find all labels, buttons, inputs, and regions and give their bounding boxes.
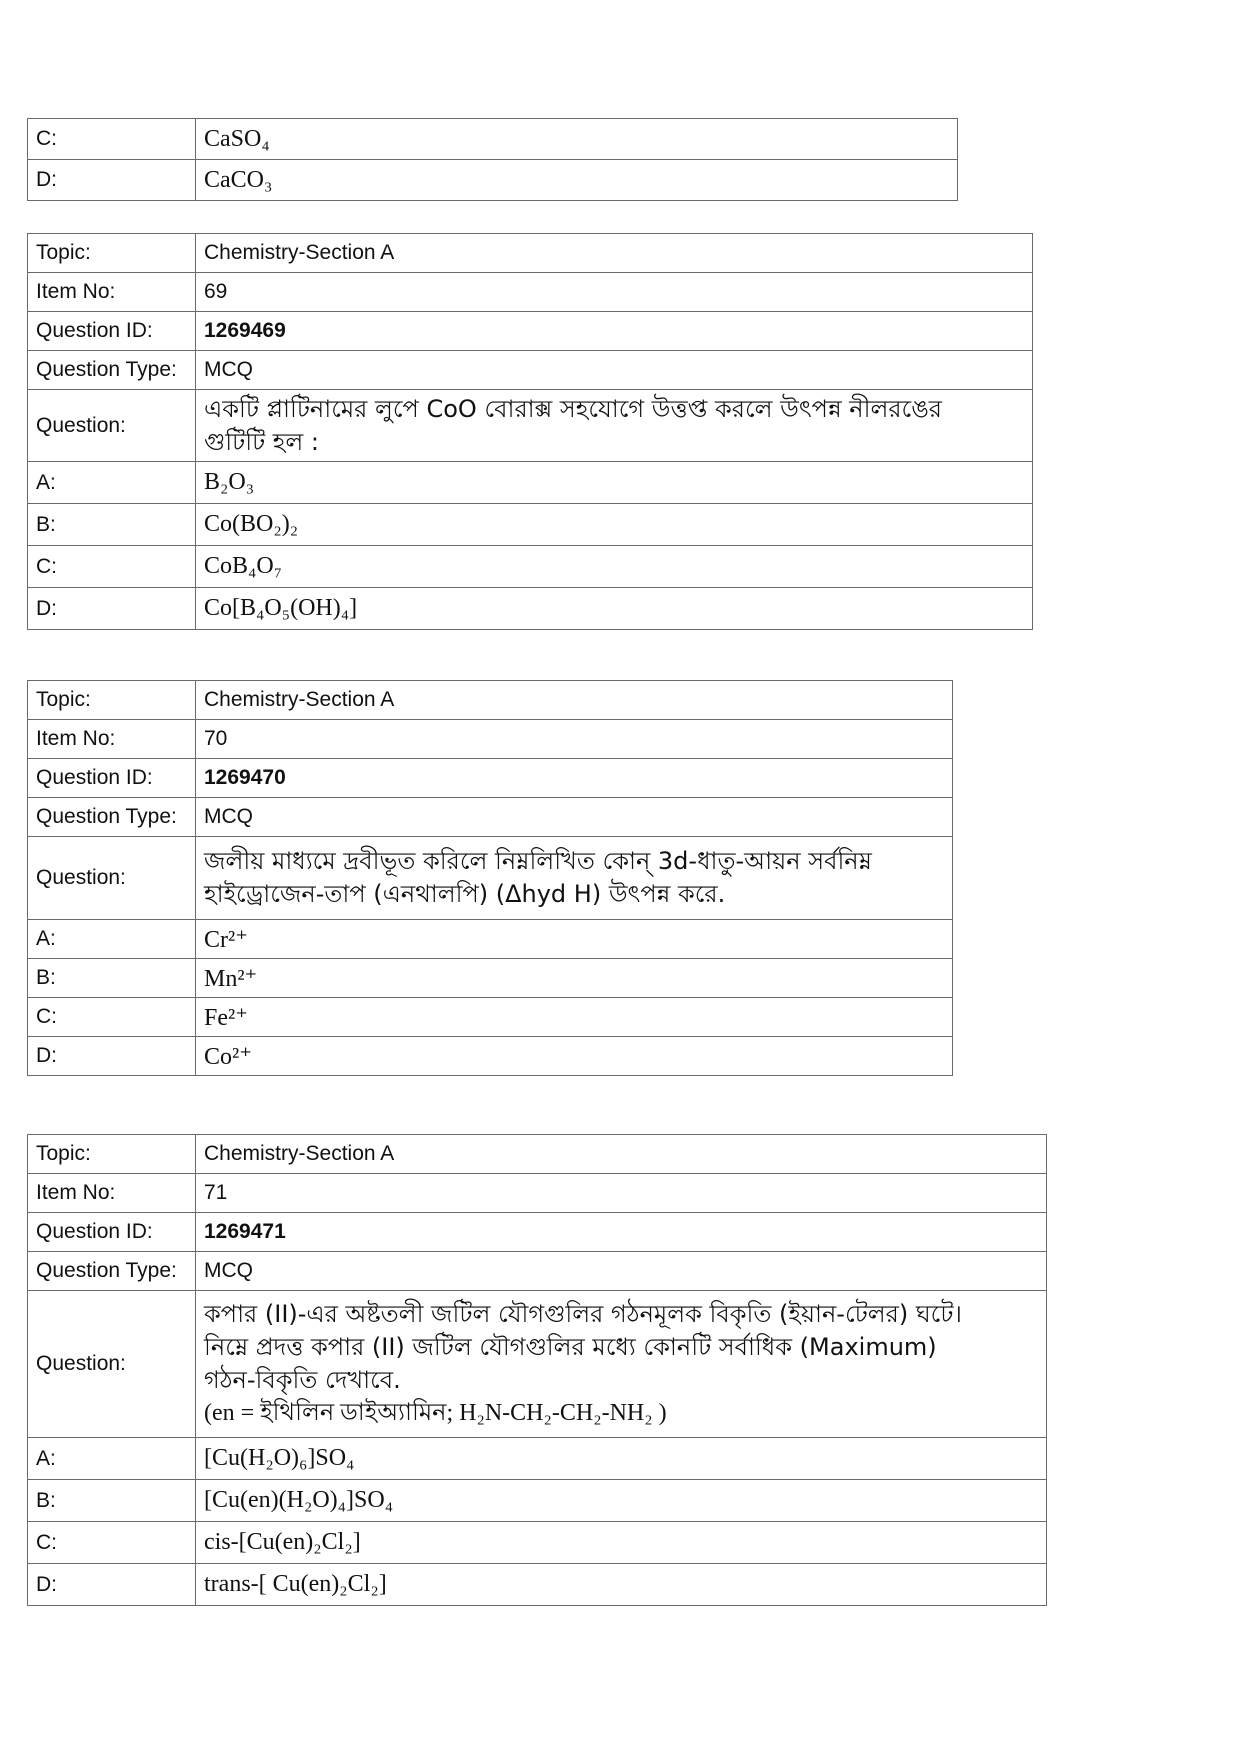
option-row-d xyxy=(28,1037,953,1076)
question-type-label: Question Type: xyxy=(28,1252,196,1291)
item-no-label: Item No: xyxy=(28,720,196,759)
question-line: একটি প্লাটিনামের লুপে CoO বোরাক্স সহযোগে উত্তপ্ত করলে উৎপন্ন নীলরঙের xyxy=(204,394,943,423)
option-row-c xyxy=(28,119,958,160)
option-label: B: xyxy=(28,959,196,998)
option-value: cis-[Cu(en)₂Cl₂] xyxy=(196,1522,1047,1564)
question-type-label: Question Type: xyxy=(28,351,196,390)
question-text xyxy=(196,390,1033,462)
option-value: CoB₄O₇ xyxy=(196,546,1033,588)
question-line: জলীয় মাধ্যমে দ্রবীভূত করিলে নিম্নলিখিত কোন্ 3d-ধাতু-আয়ন সর্বনিম্ন xyxy=(204,847,872,875)
option-value: CaCO₃ xyxy=(196,160,958,201)
question-block-70 xyxy=(27,680,953,1076)
option-value: Co(BO₂)₂ xyxy=(196,504,1033,546)
topic-label: Topic: xyxy=(28,1135,196,1174)
option-value: trans-[ Cu(en)₂Cl₂] xyxy=(196,1564,1047,1606)
option-row-c xyxy=(28,546,1033,588)
question-id-row xyxy=(28,312,1033,351)
option-row-a xyxy=(28,920,953,959)
question-id-row xyxy=(28,759,953,798)
question-id-value: 1269471 xyxy=(196,1213,1047,1252)
question-line: (en = ইথিলিন ডাইঅ্যামিন; H₂N-CH₂-CH₂-NH₂ ) xyxy=(204,1400,667,1426)
option-label: C: xyxy=(28,546,196,588)
question-type-row xyxy=(28,351,1033,390)
topic-label: Topic: xyxy=(28,681,196,720)
option-label: A: xyxy=(28,1438,196,1480)
option-label: B: xyxy=(28,1480,196,1522)
option-label: D: xyxy=(28,160,196,201)
option-row-b xyxy=(28,959,953,998)
question-id-label: Question ID: xyxy=(28,1213,196,1252)
question-id-label: Question ID: xyxy=(28,759,196,798)
option-label: C: xyxy=(28,1522,196,1564)
topic-row xyxy=(28,1135,1047,1174)
option-value: Co²⁺ xyxy=(196,1037,953,1076)
question-row xyxy=(28,1291,1047,1438)
option-row-a xyxy=(28,1438,1047,1480)
option-label: B: xyxy=(28,504,196,546)
item-no-row xyxy=(28,1174,1047,1213)
question-id-value: 1269469 xyxy=(196,312,1033,351)
option-row-a xyxy=(28,462,1033,504)
question-block-69 xyxy=(27,233,1033,630)
question-line: কপার (II)-এর অষ্টতলী জটিল যৌগগুলির গঠনমূলক বিকৃতি (ইয়ান-টেলর) ঘটে। xyxy=(204,1300,962,1328)
item-no-label: Item No: xyxy=(28,1174,196,1213)
question-type-row xyxy=(28,798,953,837)
question-text xyxy=(196,1291,1047,1438)
question-type-row xyxy=(28,1252,1047,1291)
option-label: D: xyxy=(28,588,196,630)
question-line: গুটিটি হল : xyxy=(204,427,320,456)
question-label: Question: xyxy=(28,390,196,462)
option-row-d xyxy=(28,1564,1047,1606)
option-value: [Cu(H₂O)₆]SO₄ xyxy=(196,1438,1047,1480)
topic-label: Topic: xyxy=(28,234,196,273)
question-id-row xyxy=(28,1213,1047,1252)
option-row-c xyxy=(28,1522,1047,1564)
option-label: A: xyxy=(28,920,196,959)
option-value: Cr²⁺ xyxy=(196,920,953,959)
item-no-label: Item No: xyxy=(28,273,196,312)
option-row-b xyxy=(28,504,1033,546)
question-id-label: Question ID: xyxy=(28,312,196,351)
option-value: B₂O₃ xyxy=(196,462,1033,504)
question-type-label: Question Type: xyxy=(28,798,196,837)
option-value: [Cu(en)(H₂O)₄]SO₄ xyxy=(196,1480,1047,1522)
option-label: D: xyxy=(28,1037,196,1076)
option-label: C: xyxy=(28,119,196,160)
question-row xyxy=(28,837,953,920)
option-label: C: xyxy=(28,998,196,1037)
question-id-value: 1269470 xyxy=(196,759,953,798)
option-row-b xyxy=(28,1480,1047,1522)
question-line: হাইড্রোজেন-তাপ (এনথালপি) (Δhyd H) উৎপন্ন করে. xyxy=(204,880,726,908)
question-row xyxy=(28,390,1033,462)
question-label: Question: xyxy=(28,837,196,920)
option-value: Co[B₄O₅(OH)₄] xyxy=(196,588,1033,630)
item-no-value: 70 xyxy=(196,720,953,759)
question-type-value: MCQ xyxy=(196,798,953,837)
option-value: Fe²⁺ xyxy=(196,998,953,1037)
question-block-71 xyxy=(27,1134,1047,1606)
option-row-d xyxy=(28,160,958,201)
question-type-value: MCQ xyxy=(196,1252,1047,1291)
option-value: Mn²⁺ xyxy=(196,959,953,998)
question-type-value: MCQ xyxy=(196,351,1033,390)
topic-value: Chemistry-Section A xyxy=(196,234,1033,273)
option-label: A: xyxy=(28,462,196,504)
topic-row xyxy=(28,234,1033,273)
item-no-value: 71 xyxy=(196,1174,1047,1213)
option-row-d xyxy=(28,588,1033,630)
item-no-row xyxy=(28,273,1033,312)
question-line: গঠন-বিকৃতি দেখাবে. xyxy=(204,1366,401,1394)
topic-value: Chemistry-Section A xyxy=(196,1135,1047,1174)
option-row-c xyxy=(28,998,953,1037)
item-no-row xyxy=(28,720,953,759)
option-label: D: xyxy=(28,1564,196,1606)
topic-value: Chemistry-Section A xyxy=(196,681,953,720)
question-line: নিম্নে প্রদত্ত কপার (II) জটিল যৌগগুলির মধ্যে কোনটি সর্বাধিক (Maximum) xyxy=(204,1333,937,1361)
option-value: CaSO₄ xyxy=(196,119,958,160)
question-block-prev xyxy=(27,118,958,201)
question-label: Question: xyxy=(28,1291,196,1438)
item-no-value: 69 xyxy=(196,273,1033,312)
topic-row xyxy=(28,681,953,720)
question-text xyxy=(196,837,953,920)
